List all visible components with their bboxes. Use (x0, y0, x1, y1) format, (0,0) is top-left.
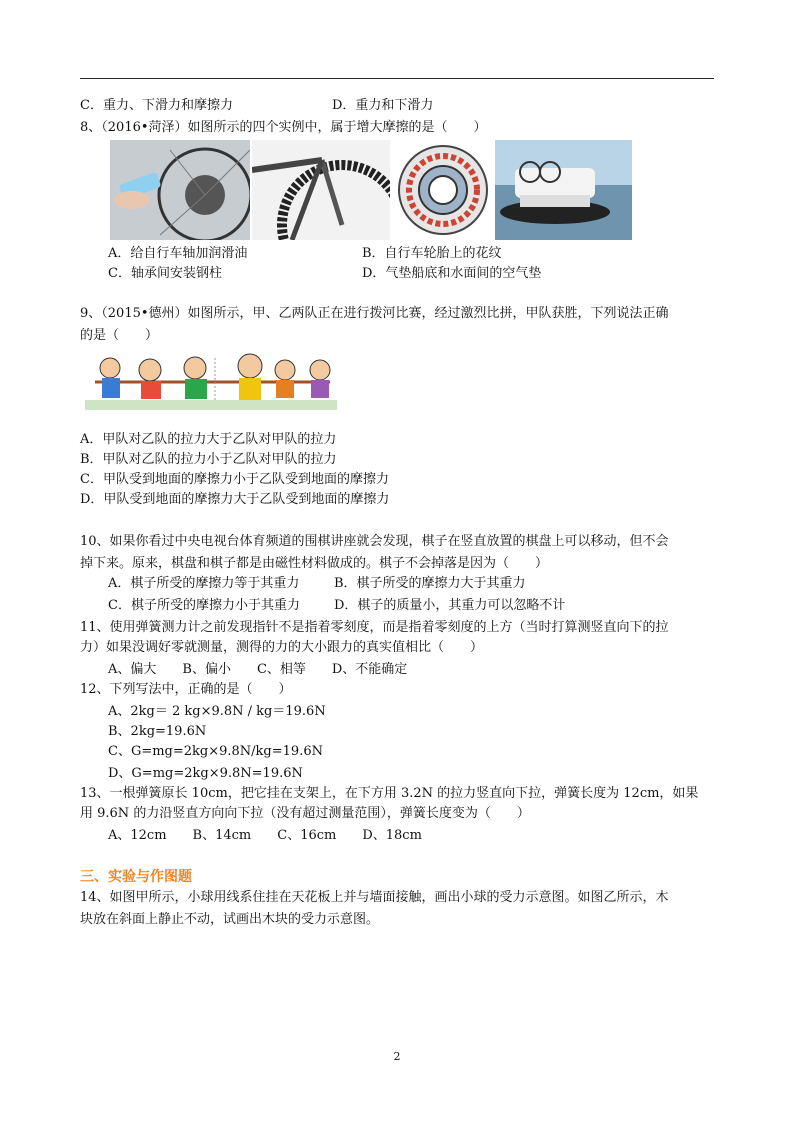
q9-option-a: A．甲队对乙队的拉力大于乙队对甲队的拉力 (80, 432, 337, 447)
q8-option-d: D．气垫船底和水面间的空气垫 (362, 266, 542, 281)
q13-options: A、12cm B、14cm C、16cm D、18cm (108, 828, 422, 843)
q8-image-bearing (393, 140, 493, 240)
q10-stem-line1: 10、如果你看过中央电视台体育频道的围棋讲座就会发现，棋子在竖直放置的棋盘上可以移动，但不会 (80, 534, 669, 549)
q14-stem-line1: 14、如图甲所示，小球用线系住挂在天花板上并与墙面接触，画出小球的受力示意图。如图乙所示，木 (80, 890, 669, 905)
q10-option-b: B．棋子所受的摩擦力大于其重力 (334, 576, 526, 591)
q8-options-row1 (108, 246, 502, 262)
q8-image-tire (252, 140, 390, 240)
q10-option-c: C．棋子所受的摩擦力小于其重力 (108, 598, 300, 613)
q8-option-b: B．自行车轮胎上的花纹 (362, 246, 502, 261)
q11-options: A、偏大 B、偏小 C、相等 D、不能确定 (108, 662, 408, 677)
q11-stem-line2: 力）如果没调好零就测量，测得的力的大小跟力的真实值相比（ ） (80, 640, 484, 655)
q12-option-d: D、G=mg=2kg×9.8N=19.6N (108, 766, 303, 781)
q10-options-row2 (108, 598, 566, 614)
header-rule (80, 78, 714, 79)
q8-image-lubricant (110, 140, 250, 240)
q12-option-c: C、G=mg=2kg×9.8N/kg=19.6N (108, 744, 323, 759)
q10-options-row1 (108, 576, 526, 592)
q8-option-c: C．轴承间安装钢柱 (108, 266, 222, 281)
q10-stem-line2: 掉下来。原来，棋盘和棋子都是由磁性材料做成的。棋子不会掉落是因为（ ） (80, 556, 549, 571)
q9-option-d: D．甲队受到地面的摩擦力大于乙队受到地面的摩擦力 (80, 492, 390, 507)
q9-option-b: B．甲队对乙队的拉力小于乙队对甲队的拉力 (80, 452, 337, 467)
q12-stem: 12、下列写法中，正确的是（ ） (80, 682, 292, 697)
q10-option-a: A．棋子所受的摩擦力等于其重力 (108, 576, 300, 591)
q9-image-tug-of-war (85, 348, 337, 410)
q11-stem-line1: 11、使用弹簧测力计之前发现指针不是指着零刻度，而是指着零刻度的上方（当时打算测竖直向下的拉 (80, 620, 669, 635)
q7-options-row (80, 98, 434, 114)
q13-stem-line2: 用 9.6N 的力沿竖直方向向下拉（没有超过测量范围），弹簧长度变为（ ） (80, 806, 530, 821)
q12-option-a: A、2kg＝ 2 kg×9.8N / kg＝19.6N (108, 704, 326, 719)
q8-option-a: A．给自行车轴加润滑油 (108, 246, 248, 261)
q7-option-c: C．重力、下滑力和摩擦力 (80, 98, 233, 113)
q9-stem-line2: 的是（ ） (80, 328, 159, 343)
q9-stem-line1: 9、（2015•德州）如图所示，甲、乙两队正在进行拨河比赛，经过激烈比拼，甲队获胜，下列说法正确 (80, 306, 669, 321)
q10-option-d: D．棋子的质量小，其重力可以忽略不计 (334, 598, 566, 613)
q8-image-hovercraft (495, 140, 632, 240)
q13-stem-line1: 13、一根弹簧原长 10cm，把它挂在支架上，在下方用 3.2N 的拉力竖直向下拉，弹簧长度为 12cm，如果 (80, 786, 699, 801)
q14-stem-line2: 块放在斜面上静止不动，试画出木块的受力示意图。 (80, 912, 380, 927)
q9-option-c: C．甲队受到地面的摩擦力小于乙队受到地面的摩擦力 (80, 472, 389, 487)
q8-options-row2 (108, 266, 542, 282)
section-heading: 三、实验与作图题 (80, 869, 192, 885)
q8-stem: 8、（2016•菏泽）如图所示的四个实例中，属于增大摩擦的是（ ） (80, 120, 487, 135)
q12-option-b: B、2kg=19.6N (108, 724, 207, 739)
q7-option-d: D．重力和下滑力 (332, 98, 434, 113)
page-number: 2 (393, 1050, 401, 1063)
